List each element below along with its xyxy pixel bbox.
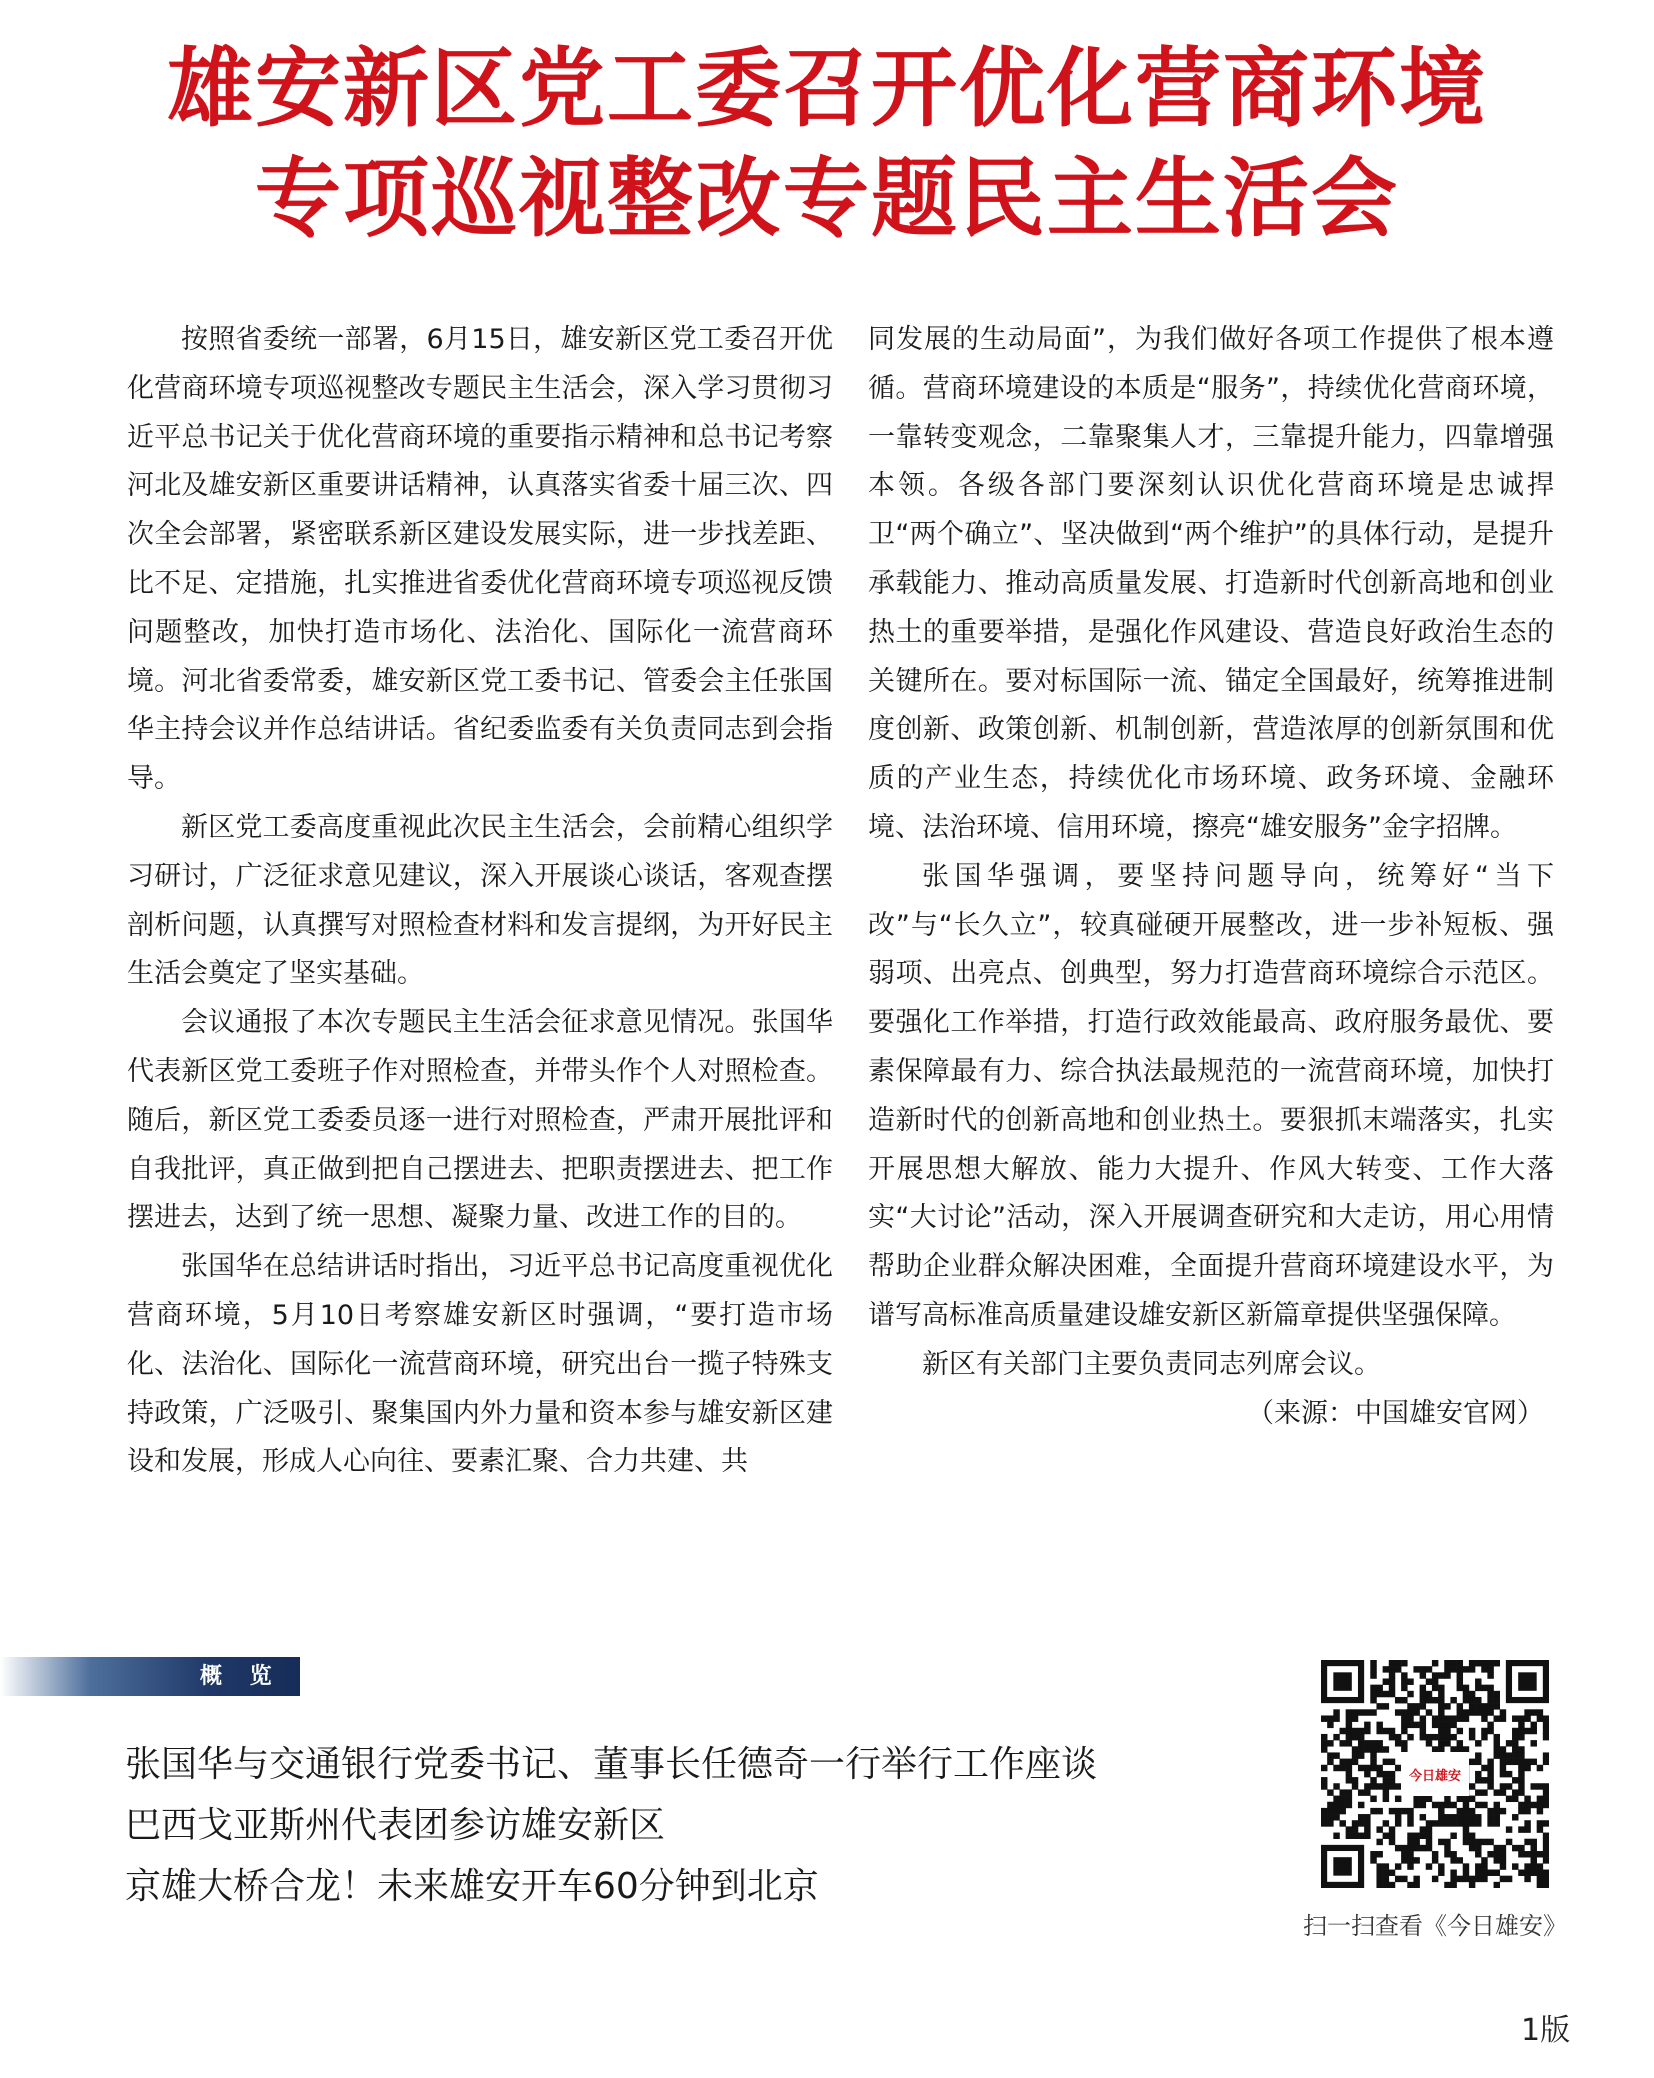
qr-logo xyxy=(1401,1752,1469,1796)
headline-line-2: 专项巡视整改专题民主生活会 xyxy=(255,148,1399,249)
overview-label: 概 览 xyxy=(200,1664,282,1689)
article-paragraph: 按照省委统一部署，6月15日，雄安新区党工委召开优化营商环境专项巡视整改专题民主生活会，深入学习贯彻习近平总书记关于优化营商环境的重要指示精神和总书记考察河北及雄安新区重要讲话精神，认真落实省委十届三次、四次全会部署，紧密联系新区建设发展实际，进一步找差距、比不足、定措施，扎实推进省委优化营商环境专项巡视反馈问题整改，加快打造市场化、法治化、国际化一流营商环境。河北省委常委，雄安新区党工委书记、管委会主任张国华主持会议并作总结讲话。省纪委监委有关负责同志到会指导。 xyxy=(127,324,833,795)
qr-caption: 扫一扫查看《今日雄安》 xyxy=(1303,1912,1567,1940)
page-number: 1版 xyxy=(1521,2013,1571,2048)
article-paragraph: 会议通报了本次专题民主生活会征求意见情况。张国华代表新区党工委班子作对照检查，并带头作个人对照检查。随后，新区党工委委员逐一进行对照检查，严肃开展批评和自我批评，真正做到把自己摆进去、把职责摆进去、把工作摆进去，达到了统一思想、凝聚力量、改进工作的目的。 xyxy=(127,1007,833,1234)
overview-item[interactable]: 张国华与交通银行党委书记、董事长任德奇一行举行工作座谈 xyxy=(125,1744,1098,1785)
article-column-left xyxy=(127,316,833,1487)
qr-code[interactable] xyxy=(1321,1660,1549,1888)
overview-item[interactable]: 巴西戈亚斯州代表团参访雄安新区 xyxy=(125,1805,666,1846)
article-source: （来源：中国雄安官网） xyxy=(1247,1397,1544,1429)
headline xyxy=(0,34,1654,254)
article-paragraph-continued: 同发展的生动局面”，为我们做好各项工作提供了根本遵循。营商环境建设的本质是“服务”，持续优化营商环境，一靠转变观念，二靠聚集人才，三靠提升能力，四靠增强本领。各级各部门要深刻认识优化营商环境是忠诚捍卫“两个确立”、坚决做到“两个维护”的具体行动，是提升承载能力、推动高质量发展、打造新时代创新高地和创业热土的重要举措，是强化作风建设、营造良好政治生态的关键所在。要对标国际一流、锚定全国最好，统筹推进制度创新、政策创新、机制创新，营造浓厚的创新氛围和优质的产业生态，持续优化市场环境、政务环境、金融环境、法治环境、信用环境，擦亮“雄安服务”金字招牌。 xyxy=(868,324,1554,843)
overview-item[interactable]: 京雄大桥合龙！未来雄安开车60分钟到北京 xyxy=(125,1866,819,1907)
article-paragraph: 新区党工委高度重视此次民主生活会，会前精心组织学习研讨，广泛征求意见建议，深入开展谈心谈话，客观查摆剖析问题，认真撰写对照检查材料和发言提纲，为开好民主生活会奠定了坚实基础。 xyxy=(127,811,833,990)
article-paragraph: 张国华在总结讲话时指出，习近平总书记高度重视优化营商环境，5月10日考察雄安新区时强调，“要打造市场化、法治化、国际化一流营商环境，研究出台一揽子特殊支持政策，广泛吸引、聚集国内外力量和资本参与雄安新区建设和发展，形成人心向往、要素汇聚、合力共建、共 xyxy=(127,1251,833,1478)
article-column-right xyxy=(868,316,1554,1438)
article-paragraph: 新区有关部门主要负责同志列席会议。 xyxy=(922,1348,1381,1380)
article-paragraph: 张国华强调，要坚持问题导向，统筹好“当下改”与“长久立”，较真碰硬开展整改，进一步补短板、强弱项、出亮点、创典型，努力打造营商环境综合示范区。要强化工作举措，打造行政效能最高、政府服务最优、要素保障最有力、综合执法最规范的一流营商环境，加快打造新时代的创新高地和创业热土。要狠抓末端落实，扎实开展思想大解放、能力大提升、作风大转变、工作大落实“大讨论”活动，深入开展调查研究和大走访，用心用情帮助企业群众解决困难，全面提升营商环境建设水平，为谱写高标准高质量建设雄安新区新篇章提供坚强保障。 xyxy=(868,860,1554,1331)
headline-line-1: 雄安新区党工委召开优化营商环境 xyxy=(167,38,1487,139)
qr-logo-text: 今日雄安 xyxy=(1408,1768,1461,1784)
overview-list xyxy=(125,1735,1225,1918)
